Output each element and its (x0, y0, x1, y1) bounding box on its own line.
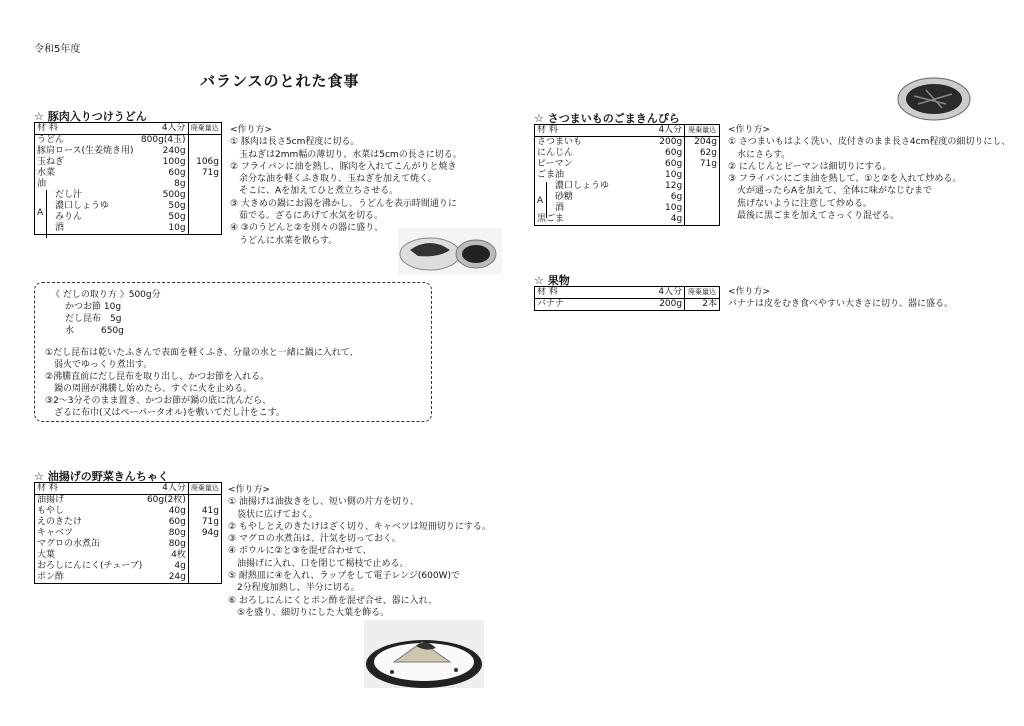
kinpira-photo (896, 76, 972, 122)
dashi-step: 鍋の周囲が沸騰し始めたら、すぐに火を止める。 (45, 384, 253, 394)
page-title: バランスのとれた食事 (200, 72, 360, 90)
table-row: さつまいも 200g 204g (535, 137, 720, 149)
method-label: <作り方> (228, 485, 271, 495)
step: ④ ③のうどんと②を別々の器に盛り、 (230, 223, 384, 234)
method-label: <作り方> (230, 125, 273, 135)
col-amount: 4人分 (625, 125, 684, 137)
dashi-step: ざるに布巾(又はペーパータオル)を敷いてだし汁をこす。 (45, 408, 285, 418)
ingredients-table-kinchaku (34, 482, 222, 584)
step: ① 油揚げは油抜きをし、短い側の片方を切り、 (228, 497, 419, 508)
col-waste: 廃棄量込 (188, 483, 221, 495)
table-row: 玉ねぎ 100g 106g (35, 157, 222, 168)
step: ③ フライパンにごま油を熱して、①と②を入れて炒める。 (728, 174, 962, 185)
col-waste: 廃棄量込 (685, 287, 720, 299)
col-material: 材 料 (35, 483, 145, 495)
table-row: キャベツ 80g 94g (35, 528, 222, 539)
steps-fruit (728, 286, 953, 311)
dashi-step: ③2～3分そのまま置き、かつお節が鍋の底に沈んだら、 (45, 396, 272, 406)
col-waste: 廃棄量込 (685, 125, 720, 137)
step: ③ 大きめの鍋にお湯を沸かし、うどんを表示時間通りに (230, 198, 457, 209)
step: 茹でる。ざるにあげて水気を切る。 (230, 211, 384, 222)
table-row: 油 8g (35, 179, 222, 190)
table-row: みりん 50g (35, 212, 222, 223)
col-amount: 4人分 (144, 483, 188, 495)
step: ④ ボウルに②と③を混ぜ合わせて、 (228, 546, 372, 557)
table-row: 砂糖 6g (535, 192, 720, 203)
group-label-a: A (37, 208, 44, 218)
step: ⑤を盛り、細切りにした大葉を飾る。 (228, 607, 390, 618)
step: 2分程度加熱し、半分に切る。 (228, 583, 360, 594)
step: そこに、Aを加えてひと煮立ちさせる。 (230, 186, 399, 197)
table-row: 大葉 4枚 (35, 550, 222, 561)
dashi-ingredient: だし昆布 5g (65, 314, 122, 324)
fiscal-year: 令和5年度 (34, 44, 81, 55)
step: うどんに水菜を散らす。 (230, 235, 338, 246)
col-amount: 4人分 (136, 123, 188, 135)
section-title-fruit: ☆ 果物 (534, 274, 570, 287)
table-row: ピーマン 60g 71g (535, 159, 720, 170)
table-row: 水菜 60g 71g (35, 168, 222, 179)
step: 最後に黒ごまを加えてさっくり混ぜる。 (728, 211, 900, 222)
step: ① さつまいもはよく洗い、皮付きのまま長さ4cm程度の細切りにし、 (728, 137, 1011, 148)
table-row: 油揚げ 60g(2枚) (35, 495, 222, 507)
table-row: 濃口しょうゆ 12g (535, 181, 720, 192)
table-row: 酒 10g (35, 223, 222, 235)
group-bracket (46, 190, 47, 238)
step: 油揚げに入れ、口を閉じて楊枝で止める。 (228, 558, 409, 569)
step: 袋状に広げておく。 (228, 509, 318, 520)
col-material: 材 料 (35, 123, 136, 135)
table-row: ごま油 10g (535, 170, 720, 181)
col-waste: 廃棄量込 (188, 123, 221, 135)
method-label: <作り方> (728, 125, 771, 135)
table-row: だし汁 500g (35, 190, 222, 201)
steps-kinchaku (228, 484, 491, 619)
group-label-a: A (537, 196, 544, 206)
step: ② フライパンに油を熱し、豚肉を入れてこんがりと焼き (230, 161, 457, 172)
ingredients-table-kinpira (534, 124, 720, 226)
table-row: 黒ごま 4g (535, 214, 720, 226)
kinchaku-photo (364, 620, 484, 688)
table-row: おろしにんにく(チューブ) 4g (35, 561, 222, 572)
step: 水にさらす。 (728, 149, 791, 160)
table-row: もやし 40g 41g (35, 506, 222, 517)
dashi-step: ①だし昆布は乾いたふきんで表面を軽くふき、分量の水と一緒に鍋に入れて、 (45, 348, 359, 358)
table-row: マグロの水煮缶 80g (35, 539, 222, 550)
table-row: にんじん 60g 62g (535, 148, 720, 159)
step: 余分な油を軽くふき取り、玉ねぎを加えて焼く。 (230, 174, 437, 185)
step: ② にんじんとピーマンは細切りにする。 (728, 161, 892, 172)
method-label: <作り方> (728, 287, 771, 297)
col-material: 材 料 (535, 125, 626, 137)
step: ③ マグロの水煮缶は、汁気を切っておく。 (228, 534, 401, 545)
ingredients-table-udon (34, 122, 222, 235)
step: 火が通ったらAを加えて、全体に味がなじむまで (728, 186, 932, 197)
dashi-step: 弱火でゆっくり煮出す。 (45, 360, 153, 370)
table-row: 濃口しょうゆ 50g (35, 201, 222, 212)
ingredients-table-fruit (534, 286, 720, 311)
dashi-ingredient: かつお節 10g (65, 302, 122, 312)
section-title-kinpira: ☆ さつまいものごまきんぴら (534, 112, 680, 125)
table-row: バナナ 200g 2本 (535, 299, 720, 311)
dashi-title: 《 だしの取り方 》500g分 (51, 290, 161, 300)
step: 玉ねぎは2mm幅の薄切り、水菜は5cmの長さに切る。 (230, 149, 462, 160)
step: ② もやしとえのきたけはざく切り、キャベツは短冊切りにする。 (228, 521, 491, 532)
udon-photo (398, 228, 502, 274)
table-row: 酒 10g (535, 203, 720, 214)
col-amount: 4人分 (624, 287, 685, 299)
steps-kinpira (728, 124, 1010, 222)
step: バナナは皮をむき食べやすい大きさに切り、器に盛る。 (728, 299, 954, 310)
table-row: うどん 800g(4玉) (35, 135, 222, 147)
section-title-kinchaku: ☆ 油揚げの野菜きんちゃく (34, 470, 169, 483)
table-row: えのきたけ 60g 71g (35, 517, 222, 528)
dashi-ingredient: 水 650g (65, 326, 124, 336)
dashi-step: ②沸騰直前にだし昆布を取り出し、かつお節を入れる。 (45, 372, 270, 382)
step: ⑥ おろしにんにくとポン酢を混ぜ合せ、器に入れ、 (228, 595, 438, 606)
section-title-udon: ☆ 豚肉入りつけうどん (34, 110, 147, 123)
step: ① 豚肉は長さ5cm程度に切る。 (230, 137, 360, 148)
step: 焦げないように注意して炒める。 (728, 198, 873, 209)
step: ⑤ 耐熱皿に④を入れ、ラップをして電子レンジ(600W)で (228, 571, 461, 582)
dashi-box (34, 282, 432, 422)
table-row: ポン酢 24g (35, 572, 222, 584)
table-row: 豚肩ロース(生姜焼き用) 240g (35, 146, 222, 157)
col-material: 材 料 (535, 287, 624, 299)
group-bracket (546, 182, 547, 218)
